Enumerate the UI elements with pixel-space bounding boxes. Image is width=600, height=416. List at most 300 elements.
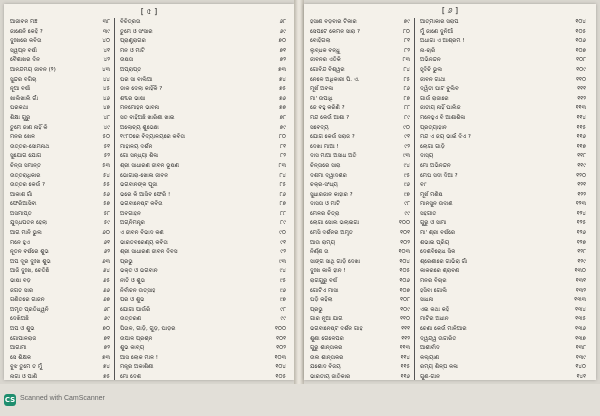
toc-page-number: ୫୫ bbox=[103, 182, 110, 189]
toc-title: ନାଗା ଓ ପାଣି bbox=[10, 373, 38, 380]
left-page-number: [ ৫ ] bbox=[140, 7, 158, 16]
toc-title: ଜାତୀୟ ନାହିଁ ଘାଲିଜ bbox=[420, 105, 461, 112]
toc-title: ଉତ୍ତର କେଉଁ ? bbox=[10, 182, 45, 189]
toc-title: ସହଗୀତ bbox=[420, 210, 437, 217]
toc-page-number: ୫୩ bbox=[102, 162, 110, 169]
toc-title: ସୁଯୋଗ ଯୋଗ bbox=[10, 153, 42, 160]
toc-row bbox=[10, 344, 288, 354]
toc-page-number: ୧୦୦ bbox=[274, 326, 286, 332]
toc-page-number: ୮୫ bbox=[403, 76, 410, 83]
toc-title: ମୋ ଅଭିନନ୍ଦନ bbox=[420, 162, 451, 169]
toc-page-number: ୫୦ bbox=[102, 134, 110, 141]
toc-page-number: ୯୫ bbox=[403, 172, 410, 179]
column-divider bbox=[414, 219, 415, 229]
column-divider bbox=[414, 28, 415, 38]
toc-title: ମେଳର ଚିତ୍ରା bbox=[310, 210, 340, 217]
toc-title: ଅଗ୍ନିମନ୍ତ୍ର bbox=[120, 220, 145, 227]
toc-page-number: ୧୧୪ bbox=[576, 114, 586, 121]
toc-title: ସେପଟେ କେମନ ସାରା ? bbox=[310, 28, 360, 35]
toc-page-number: ୫୨ bbox=[103, 153, 110, 160]
toc-page-number: ୭୫ bbox=[103, 373, 110, 380]
toc-row bbox=[310, 200, 590, 210]
toc-page-number: ୮୯ bbox=[280, 220, 286, 227]
toc-title: ହସାଣ ବଡ଼ବାର ଟିକାର bbox=[310, 19, 357, 25]
toc-title: ଚକ୍ର-ସଂଧ୍ୟ bbox=[310, 182, 338, 189]
toc-title: ଦାସ ମାଆ ଅସାଧ ଅତି bbox=[310, 153, 357, 160]
toc-row bbox=[310, 95, 590, 105]
toc-page-number: ୮୮ bbox=[280, 210, 286, 217]
toc-page-number: ୭୦ bbox=[278, 38, 286, 45]
toc-title: ଆଗ ମାନି ଭୁଲ bbox=[10, 230, 42, 237]
toc-title: ଆଶୀର୍ବାଦ bbox=[420, 345, 440, 352]
toc-title: ଘଡ଼ି କହିଲା bbox=[310, 297, 333, 304]
column-divider bbox=[114, 133, 115, 143]
toc-title: ଜୀବନ ଗାଥା bbox=[420, 76, 446, 83]
toc-page-number: ୧୩୦ bbox=[574, 268, 586, 275]
toc-page-number: ୯୮ bbox=[280, 306, 286, 313]
toc-row bbox=[10, 287, 288, 297]
column-divider bbox=[114, 296, 115, 306]
toc-title: ନେଳେ ଅଧିକାରୀ ପି. ଏ. bbox=[310, 76, 360, 83]
column-divider bbox=[114, 104, 115, 114]
toc-title: ଉପାଳ ପ୍ରଶ୍ନ bbox=[120, 335, 153, 342]
toc-page-number: ୬୩ bbox=[102, 258, 110, 265]
toc-page-number: ୧୩୧ bbox=[575, 278, 586, 285]
column-divider bbox=[114, 287, 115, 297]
toc-row bbox=[10, 229, 288, 239]
toc-page-number: ୧୩୪ bbox=[575, 306, 586, 313]
toc-page-number: ୮୭ bbox=[403, 95, 410, 102]
toc-title: ଗୋ ସନ୍ଧ୍ୟା ଶିଳା bbox=[120, 153, 159, 160]
toc-page-number: ୬୭ bbox=[103, 297, 110, 304]
toc-title: ଶୁଣା ଗେଳେପର bbox=[310, 335, 344, 342]
column-divider bbox=[114, 354, 115, 364]
column-divider bbox=[414, 210, 415, 220]
toc-row bbox=[310, 124, 590, 134]
column-divider bbox=[114, 248, 115, 258]
toc-title: ଘର ସା ବାଲିଆ bbox=[120, 76, 153, 83]
column-divider bbox=[414, 287, 415, 297]
column-divider bbox=[114, 258, 115, 268]
toc-title: ସବେଦ୍ୟ bbox=[310, 124, 329, 131]
toc-title: ଉତ୍ତରଣ bbox=[120, 316, 142, 323]
toc-page-number: ୯୭ bbox=[279, 297, 286, 304]
toc-title: ଦେଶବିରୋଧ ସିକ bbox=[420, 249, 456, 256]
column-divider bbox=[114, 344, 115, 354]
toc-title: ଏଇ କଥା କହି bbox=[420, 306, 450, 313]
toc-row bbox=[310, 277, 590, 287]
toc-title: ମନ୍ତ୍ର ଅକାଶିଣୀ bbox=[120, 364, 154, 371]
toc-page-number: ୮୯ bbox=[404, 114, 410, 121]
toc-page-number: ୧୦୨ bbox=[400, 239, 410, 246]
column-divider bbox=[414, 296, 415, 306]
column-divider bbox=[114, 143, 115, 153]
toc-title: ମନ୍ଦ ଏ ଜୟ ଭାଇଁ ଦିଏ ? bbox=[420, 134, 471, 141]
toc-page-number: ୧୩୭ bbox=[575, 335, 586, 342]
toc-title: ସତ ବାହିଅଛି ଖାରିଣୀ ଖାଇ bbox=[120, 114, 175, 121]
toc-row bbox=[10, 172, 288, 182]
toc-row bbox=[310, 354, 590, 364]
toc-title: ଅପ ଦୂର ଦୁଃଖ ଶୁଭ bbox=[10, 258, 51, 265]
toc-title: ଯଶୋଦ ବିଜୟ bbox=[310, 364, 341, 371]
toc-title: ବୈଶାଖର ଦିନ bbox=[10, 57, 40, 64]
toc-title: କାକରରେ ଶ୍ରାବଣ bbox=[420, 268, 460, 275]
column-divider bbox=[414, 37, 415, 47]
toc-page-number: ୯୯ bbox=[280, 316, 286, 323]
column-divider bbox=[414, 248, 415, 258]
column-divider bbox=[114, 306, 115, 316]
column-divider bbox=[114, 181, 115, 191]
column-divider bbox=[114, 37, 115, 47]
toc-title: ଅସମାପ୍ତ bbox=[10, 210, 32, 217]
toc-page-number: ୮୧ bbox=[280, 143, 286, 150]
column-divider bbox=[114, 66, 115, 76]
toc-row bbox=[310, 162, 590, 172]
toc-row bbox=[310, 37, 590, 47]
column-divider bbox=[414, 267, 415, 277]
toc-row bbox=[10, 277, 288, 287]
toc-title: ମାଟିର ଅଧୀନ bbox=[420, 316, 449, 323]
toc-page-number: ୧୦୪ bbox=[275, 364, 286, 371]
toc-page-number: ୧୦୬ bbox=[399, 278, 410, 285]
toc-title: ଚିନ୍ତାରେ ସାରା bbox=[310, 162, 341, 169]
toc-row bbox=[310, 229, 590, 239]
toc-title: ଭାଷା ବଡ଼ bbox=[10, 278, 31, 285]
toc-page-number: ୧୨୩ bbox=[575, 201, 586, 208]
toc-page-number: ୭୪ bbox=[102, 364, 110, 371]
left-toc-list bbox=[10, 18, 288, 380]
column-divider bbox=[414, 85, 415, 95]
toc-title: ଦ୍ୱନ୍ଦ୍ୱ ଉଚ୍ଚାରିତ bbox=[420, 335, 457, 342]
column-divider bbox=[114, 200, 115, 210]
toc-page-number: ୪୬ bbox=[102, 95, 110, 102]
column-divider bbox=[414, 66, 415, 76]
toc-page-number: ୫୮ bbox=[103, 210, 110, 217]
toc-page-number: ୧୦୪ bbox=[575, 19, 586, 25]
toc-page-number: ୧୩୩ bbox=[574, 297, 586, 304]
toc-page-number: ୬୮ bbox=[103, 306, 110, 313]
toc-page-number: ୧୧୬ bbox=[400, 373, 410, 380]
toc-row bbox=[10, 258, 288, 268]
toc-title: ଚେଣା କେଉଁ ମାଳିଆର bbox=[420, 326, 467, 332]
toc-page-number: ୫୬ bbox=[102, 191, 110, 198]
toc-row bbox=[310, 172, 590, 182]
toc-page-number: ୮୨ bbox=[280, 153, 286, 160]
toc-row bbox=[310, 56, 590, 66]
column-divider bbox=[414, 56, 415, 66]
toc-row bbox=[310, 143, 590, 153]
toc-page-number: ୮୪ bbox=[279, 172, 286, 179]
toc-page-number: ୮୪ bbox=[403, 66, 410, 73]
column-divider bbox=[414, 200, 415, 210]
toc-page-number: ୧୧୩ bbox=[575, 105, 586, 112]
toc-row bbox=[310, 104, 590, 114]
toc-page-number: ୧୧୯ bbox=[577, 162, 586, 169]
toc-row bbox=[310, 315, 590, 325]
toc-row bbox=[310, 181, 590, 191]
column-divider bbox=[114, 114, 115, 124]
column-divider bbox=[414, 133, 415, 143]
toc-title: ହୃଦିଚି ଭୁଲ bbox=[420, 66, 443, 73]
toc-title: ଆନନ୍ଦମୟ ଜୀବନ (୨) bbox=[10, 66, 56, 73]
toc-title: ଦାସତା ଓ ମାଟି bbox=[310, 201, 340, 208]
toc-row bbox=[10, 28, 288, 38]
toc-title: ଜାଣେନି କେହି ? bbox=[10, 28, 43, 35]
toc-row bbox=[10, 354, 288, 364]
toc-title: ଭୋଗାରା-ଖୋଳା ଜୀବନ bbox=[120, 172, 169, 179]
column-divider bbox=[414, 239, 415, 249]
toc-page-number: ୭୭ bbox=[279, 105, 286, 112]
toc-row bbox=[10, 95, 288, 105]
toc-title: ମେସି ଦର୍ଶନର ଅମୃତ bbox=[310, 230, 353, 237]
toc-page-number: ୧୦୪ bbox=[399, 258, 410, 265]
toc-row bbox=[310, 239, 590, 249]
toc-row bbox=[10, 37, 288, 47]
toc-title: ମନ୍ଦ କେଉଁ ଆଶା ? bbox=[310, 114, 350, 121]
toc-row bbox=[10, 200, 288, 210]
toc-row bbox=[10, 152, 288, 162]
toc-page-number: ୧୩୯ bbox=[575, 354, 586, 361]
toc-title: ପିତାଳ, ଗାଡ଼ି, ଗୁଡ଼, ଘାଡ଼ର bbox=[120, 326, 176, 332]
camscanner-logo-icon: CS bbox=[4, 396, 16, 404]
toc-row bbox=[10, 76, 288, 86]
toc-title: ଅଲୋଚ୍ୟ ଶୁଭେଛା bbox=[120, 124, 159, 131]
toc-row bbox=[10, 373, 288, 380]
toc-page-number: ୭୬ bbox=[279, 95, 286, 102]
toc-page-number: ୯୪ bbox=[403, 162, 410, 169]
toc-page-number: ୧୧୦ bbox=[576, 76, 586, 83]
toc-page-number: ୧୧୮ bbox=[577, 153, 586, 160]
toc-title: ପ୍ରଭୁ bbox=[310, 306, 323, 313]
toc-row bbox=[10, 143, 288, 153]
toc-title: ନିର୍ଣ୍ଣ ତା bbox=[310, 249, 329, 256]
toc-title: ଆଉ ରାମ୍ୟ bbox=[310, 239, 336, 246]
toc-title: ଯୋଗୀ ପାଉଁରି bbox=[120, 306, 151, 313]
toc-row bbox=[310, 287, 590, 297]
column-divider bbox=[414, 124, 415, 134]
toc-page-number: ୧୦୯ bbox=[400, 306, 410, 313]
toc-title: ସାଙ୍ଗ ସାଥି ଗାଡ଼ି ଦେଖା bbox=[310, 258, 361, 265]
toc-title: ଏ ଜୀବନ ବିଭାଦ କଣ bbox=[120, 230, 164, 237]
left-page bbox=[4, 4, 294, 380]
toc-page-number: ୪୨ bbox=[103, 57, 110, 64]
toc-row bbox=[310, 258, 590, 268]
toc-title: ରାଗଗୁରୁ ବର୍ଷ bbox=[310, 278, 338, 285]
column-divider bbox=[414, 18, 415, 28]
toc-title: ମନେହୁଏ ବି ଆଶାଶିଳା bbox=[420, 114, 466, 121]
toc-title: ମୂର୍ଖ ମଣିଷ bbox=[420, 191, 443, 198]
toc-title: ଆସ ଲୋକ ମାଳ ! bbox=[120, 354, 159, 361]
toc-page-number: ୧୩୨ bbox=[575, 287, 586, 294]
toc-row bbox=[310, 373, 590, 380]
toc-page-number: ୮୩ bbox=[278, 162, 286, 169]
toc-row bbox=[310, 191, 590, 201]
toc-page-number: ୬୯ bbox=[279, 28, 286, 35]
toc-title: ୧୯୮୦ରେ ବିଦ୍ୟାଳୟରେ କବିତା bbox=[120, 134, 185, 141]
toc-page-number: ୧୩୬ bbox=[575, 326, 586, 332]
column-divider bbox=[114, 373, 115, 380]
toc-title: ନିର୍ବାଚନ ଉତ୍ସାହ bbox=[120, 287, 156, 294]
column-divider bbox=[414, 47, 415, 57]
toc-page-number: ୬୪ bbox=[102, 268, 110, 275]
toc-title: ଉତ୍ତର-ସୋମନାଥ bbox=[10, 143, 50, 150]
toc-title: ମାହାଳୟ ଦର୍ଶନ bbox=[120, 143, 153, 150]
toc-title: ସାଧନା bbox=[420, 297, 434, 304]
toc-title: ସୁନ୍ଦର ବଗିଚା bbox=[10, 76, 37, 83]
toc-page-number: ୯୯ bbox=[404, 210, 410, 217]
column-divider bbox=[414, 191, 415, 201]
toc-page-number: ୧୧୦ bbox=[400, 316, 410, 323]
toc-page-number: ୮୬ bbox=[403, 86, 410, 93]
toc-row bbox=[10, 114, 288, 124]
toc-page-number: ୪୩ bbox=[102, 66, 110, 73]
toc-title: ଯୋଗ କେଉଁ ସରାଜ ? bbox=[310, 134, 355, 141]
toc-page-number: ୯୭ bbox=[403, 191, 410, 198]
column-divider bbox=[114, 56, 115, 66]
column-divider bbox=[114, 277, 115, 287]
toc-page-number: ୬୧ bbox=[103, 239, 110, 246]
toc-row bbox=[10, 325, 288, 335]
toc-row bbox=[10, 296, 288, 306]
toc-page-number: ୩୮ bbox=[102, 19, 110, 25]
toc-page-number: ୧୨୮ bbox=[577, 249, 586, 256]
toc-page-number: ୧୦୭ bbox=[399, 287, 410, 294]
toc-page-number: ୧୦୫ bbox=[575, 28, 586, 35]
toc-row bbox=[310, 76, 590, 86]
toc-title: ନୂତନ ବର୍ଷରେ ଶୁଭ bbox=[10, 249, 49, 256]
toc-title: ଗୁରୁ ଓ ସାମା bbox=[420, 220, 447, 227]
toc-page-number: ୧୦୫ bbox=[399, 268, 410, 275]
toc-title: ଭଗବାନେଷ୍ଟ ଦର୍ଶନ ଗାହ bbox=[310, 326, 363, 332]
toc-title: ଜେ ବହୁ କରିଣି ? bbox=[310, 105, 345, 112]
toc-title: ମେଘ ସଦୀ ଦିଆ ? bbox=[420, 172, 458, 179]
column-divider bbox=[114, 325, 115, 335]
toc-page-number: ୮୭ bbox=[279, 201, 286, 208]
toc-title: ଅମୃତ ପ୍ରତିଧ୍ୱନି bbox=[10, 306, 49, 313]
toc-row bbox=[310, 267, 590, 277]
column-divider bbox=[114, 47, 115, 57]
toc-title: ଅଧାଗା ଏ ଆଶ୍ରମ ! bbox=[420, 38, 465, 45]
right-page-number: [ ୬ ] bbox=[441, 6, 459, 15]
column-divider bbox=[114, 191, 115, 201]
toc-page-number: ୧୨୯ bbox=[577, 258, 586, 265]
toc-row bbox=[10, 335, 288, 345]
toc-page-number: ୯୨ bbox=[404, 143, 410, 150]
toc-page-number: ୮୫ bbox=[279, 182, 286, 189]
toc-page-number: ୭୯ bbox=[279, 124, 286, 131]
toc-title: ମାନସୁନ ଉଦାଣ bbox=[420, 201, 453, 208]
toc-page-number: ୯୬ bbox=[403, 182, 410, 189]
toc-row bbox=[310, 296, 590, 306]
column-divider bbox=[414, 325, 415, 335]
column-divider bbox=[114, 363, 115, 373]
toc-row bbox=[310, 18, 590, 28]
toc-row bbox=[310, 47, 590, 57]
column-divider bbox=[114, 162, 115, 172]
toc-title: ଦୁଃଖରେ କବିତା bbox=[10, 38, 42, 45]
toc-row bbox=[310, 344, 590, 354]
toc-page-number: ୯୮ bbox=[404, 201, 410, 208]
column-divider bbox=[414, 143, 415, 153]
toc-title: ଗାର ନୂଆ ଯାଗ bbox=[310, 316, 343, 323]
toc-title: ମନର ଖେଳ bbox=[10, 134, 36, 141]
toc-page-number: ୯୪ bbox=[279, 268, 286, 275]
toc-title: ଡାକ ଦେଲା କାହିଁକି ? bbox=[120, 86, 163, 93]
toc-row bbox=[310, 248, 590, 258]
toc-title: ଆତ୍ମାକାର ସରାପ bbox=[420, 19, 459, 25]
toc-page-number: ୯୧ bbox=[404, 134, 410, 141]
toc-row bbox=[310, 335, 590, 345]
toc-title: ମୁଁ ଜାଣେ ଦୁନିଆଁ bbox=[420, 28, 454, 35]
toc-title: ଭରେ କି ଆସିବ ଫେରି ! bbox=[120, 191, 171, 198]
toc-page-number: ୯୩ bbox=[402, 153, 410, 160]
toc-page-number: ୭୫ bbox=[279, 86, 286, 93]
toc-page-number: ୭୨ bbox=[103, 345, 110, 352]
column-divider bbox=[114, 229, 115, 239]
toc-title: ଭାରତବରେଣ୍ୟ କବିତା bbox=[120, 239, 168, 246]
toc-title: ଲୋଗା ସୋଲ ଭଲାଇଗା bbox=[310, 220, 360, 227]
column-divider bbox=[414, 344, 415, 354]
toc-page-number: ୬୦ bbox=[102, 230, 110, 237]
toc-page-number: ୯୫ bbox=[279, 278, 286, 285]
toc-title: ଭକ୍ତ ଓ ଭଗବାନ bbox=[120, 268, 158, 275]
toc-page-number: ୭୦ bbox=[102, 326, 110, 332]
toc-title: ଭଗବାନେଷ୍ଟ କବିତା bbox=[120, 201, 163, 208]
toc-title: ଜଗତ ସାର bbox=[10, 287, 34, 294]
toc-title: ଆକାଶ ଗାଁ bbox=[10, 191, 33, 198]
toc-title: ଶ୍ରୀ ସାଧାରଣ ଜୀବନ ଦିବସ bbox=[120, 249, 178, 256]
toc-page-number: ୪୭ bbox=[102, 105, 110, 112]
toc-page-number: ୯୨ bbox=[280, 249, 286, 256]
toc-page-number: ୧୨୧ bbox=[577, 182, 586, 189]
toc-title: ଗୋପାଳରାଜ bbox=[10, 335, 37, 342]
toc-title: ଗୋଟିଏ ମାସା bbox=[310, 287, 339, 294]
toc-title: ଦ୍ୱିତୀ ଘାଟ ବୁଲିବ bbox=[420, 86, 459, 93]
toc-title: ସୁଧାରଜାନ କାହାର ? bbox=[310, 191, 353, 198]
toc-title: ଗୁଣ-ଗାନ bbox=[420, 373, 440, 380]
toc-page-number: ୧୪୦ bbox=[575, 364, 586, 371]
toc-page-number: ୭୯ bbox=[403, 19, 410, 25]
column-divider bbox=[414, 363, 415, 373]
toc-page-number: ୧୨୭ bbox=[576, 239, 586, 246]
toc-page-number: ୧୧୫ bbox=[576, 124, 586, 131]
toc-row bbox=[310, 114, 590, 124]
toc-page-number: ୧୦୩ bbox=[274, 354, 286, 361]
toc-page-number: ୮୦ bbox=[403, 28, 410, 35]
toc-page-number: ୧୦୧ bbox=[276, 335, 286, 342]
column-divider bbox=[414, 335, 415, 345]
toc-title: ତୁମେ ଜାଣ ନାହିଁ କି bbox=[10, 124, 48, 131]
toc-title: ଉଷତା bbox=[120, 57, 134, 64]
toc-row bbox=[10, 363, 288, 373]
toc-page-number: ୫୧ bbox=[103, 143, 110, 150]
toc-page-number: ୯୬ bbox=[279, 287, 286, 294]
scanner-watermark-bar bbox=[0, 384, 600, 416]
toc-title: ମନର ବିଚାର bbox=[420, 278, 447, 285]
column-divider bbox=[414, 95, 415, 105]
toc-page-number: ୬୫ bbox=[102, 278, 110, 285]
toc-row bbox=[10, 248, 288, 258]
toc-page-number: ୧୨୨ bbox=[577, 191, 586, 198]
toc-title: ଗଣିତରେ ଗାଜନ bbox=[10, 297, 45, 304]
toc-page-number: ୧୧୪ bbox=[400, 354, 410, 361]
toc-title: ସ୍ୱପ୍ନ ବର୍ଷା bbox=[10, 47, 37, 54]
toc-title: ଆଜୀବନ ମଞ୍ଚ bbox=[10, 19, 38, 25]
toc-title: ଆଜି ଦୁଃଖ, ଚେତିଛି bbox=[10, 268, 50, 275]
toc-title: ସେ ଶିକ୍ଷକ bbox=[10, 354, 32, 361]
toc-title: ଭାରତୀୟ ଜାତିକାର bbox=[310, 373, 351, 380]
toc-title: ଜୀବନର ଏତିକି bbox=[310, 57, 341, 64]
